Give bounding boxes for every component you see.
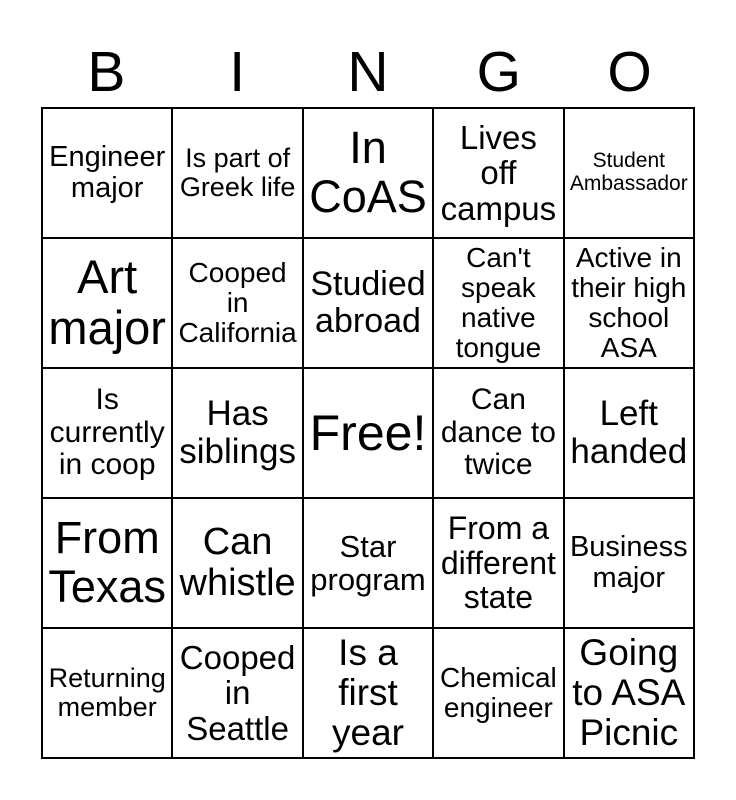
bingo-cell-r5c3[interactable]	[304, 629, 432, 757]
bingo-cell-r1c2[interactable]	[173, 109, 301, 237]
bingo-cell-text: In CoAS	[309, 122, 427, 222]
bingo-cell-r2c3[interactable]	[304, 239, 432, 367]
bingo-cell-r4c3[interactable]	[304, 499, 432, 627]
bingo-cell-r4c1[interactable]	[43, 499, 171, 627]
bingo-header-letter-g: G	[476, 40, 521, 104]
bingo-cell-r1c3[interactable]	[304, 109, 432, 237]
bingo-cell-r2c2[interactable]	[173, 239, 301, 367]
bingo-cell-r1c4[interactable]	[434, 109, 562, 237]
bingo-cell-text: Free!	[309, 405, 427, 461]
bingo-header-letter-n: N	[347, 40, 389, 104]
bingo-cell-text: Can whistle	[179, 520, 296, 604]
bingo-cell-text: Cooped in Seattle	[179, 638, 296, 747]
bingo-cell-text: Is currently in coop	[49, 383, 165, 482]
bingo-cell-r2c1[interactable]	[43, 239, 171, 367]
bingo-cell-text: Can't speak native tongue	[455, 241, 542, 364]
bingo-cell-text: Star program	[310, 528, 426, 597]
bingo-cell-text: From a different state	[440, 510, 556, 616]
bingo-cell-text: Lives off campus	[440, 118, 557, 227]
bingo-cell-r2c5[interactable]	[565, 239, 693, 367]
bingo-board	[41, 107, 695, 759]
bingo-cell-text: Is part of Greek life	[179, 142, 296, 202]
bingo-cell-text: Engineer major	[49, 140, 166, 204]
bingo-cell-r5c4[interactable]	[434, 629, 562, 757]
bingo-cell-r3c5[interactable]	[565, 369, 693, 497]
bingo-cell-r4c4[interactable]	[434, 499, 562, 627]
bingo-cell-text: Left handed	[570, 394, 688, 471]
bingo-cell-r5c5[interactable]	[565, 629, 693, 757]
bingo-cell-text: Has siblings	[179, 394, 296, 471]
bingo-cell-r3c1[interactable]	[43, 369, 171, 497]
bingo-header	[41, 40, 695, 104]
bingo-cell-r1c5[interactable]	[565, 109, 693, 237]
bingo-cell-r3c2[interactable]	[173, 369, 301, 497]
bingo-cell-text: Going to ASA Picnic	[572, 632, 686, 753]
bingo-cell-r1c1[interactable]	[43, 109, 171, 237]
bingo-header-letter-b: B	[87, 40, 126, 104]
bingo-cell-r5c1[interactable]	[43, 629, 171, 757]
bingo-cell-text: From Texas	[48, 512, 166, 612]
bingo-cell-text: Is a first year	[332, 632, 404, 753]
bingo-cell-r2c4[interactable]	[434, 239, 562, 367]
bingo-cell-text: Returning member	[48, 662, 166, 722]
bingo-cell-r4c5[interactable]	[565, 499, 693, 627]
bingo-header-letter-i: I	[229, 40, 246, 104]
bingo-cell-text: Cooped in California	[178, 256, 297, 349]
bingo-cell-r4c2[interactable]	[173, 499, 301, 627]
bingo-cell-text: Student Ambassador	[569, 149, 688, 195]
bingo-cell-text: Can dance to twice	[440, 383, 556, 482]
bingo-cell-text: Studied abroad	[310, 265, 426, 340]
bingo-cell-text: Active in their high school ASA	[571, 241, 687, 364]
bingo-cell-r5c2[interactable]	[173, 629, 301, 757]
bingo-cell-text: Business major	[569, 530, 688, 594]
bingo-cell-r3c4[interactable]	[434, 369, 562, 497]
bingo-cell-text: Chemical engineer	[440, 661, 557, 723]
bingo-cell-free[interactable]	[304, 369, 432, 497]
bingo-cell-text: Art major	[48, 250, 166, 354]
bingo-header-letter-o: O	[607, 40, 652, 104]
